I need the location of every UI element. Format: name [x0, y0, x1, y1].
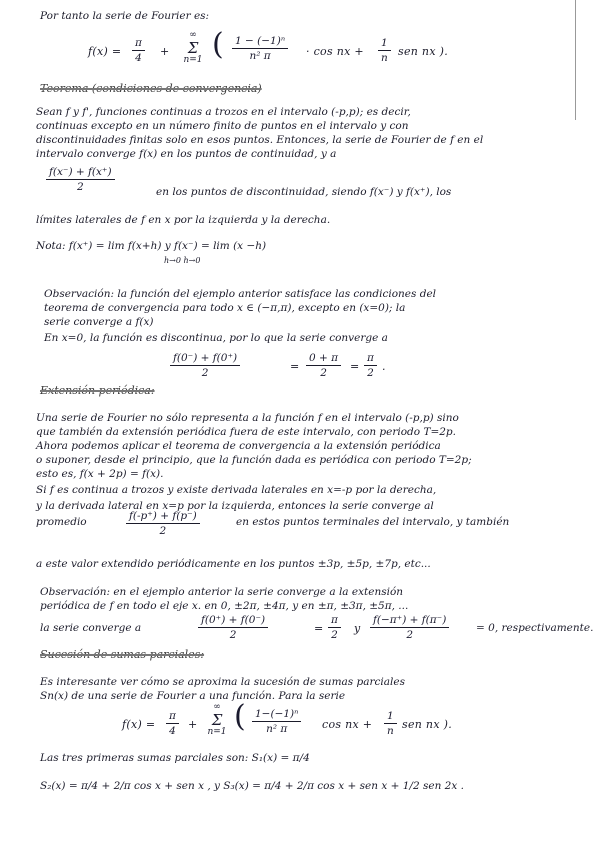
- ext-frac-num: f(-p⁺) + f(p⁻): [126, 510, 200, 524]
- ext-line-8: promedio: [36, 516, 87, 528]
- formula2-sigma: [204, 702, 230, 738]
- obs1-frac2-num: 0 + π: [306, 352, 341, 366]
- teorema-after: en los puntos de discontinuidad, siendo f(x⁻) y f(x⁺), los: [156, 186, 452, 198]
- ext-fraction: [126, 510, 200, 537]
- obs1-end: .: [382, 360, 386, 373]
- formula2-pi-den: 4: [169, 725, 176, 737]
- obs2-line-1: Observación: en el ejemplo anterior la serie converge a la extensión: [40, 586, 404, 598]
- obs1-frac-3: [364, 352, 377, 379]
- sigma-icon: Σ: [187, 39, 199, 57]
- heading-sucesion: Sucesión de sumas parciales:: [40, 648, 205, 661]
- ext-line-1: Una serie de Fourier no sólo representa a la función f en el intervalo (-p,p) sino: [36, 412, 459, 424]
- formula1-one-over-n: [378, 37, 391, 64]
- teorema-line-1: Sean f y f', funciones continuas a trozos en el intervalo (-p,p); es decir,: [36, 106, 411, 118]
- partial-sums-line-2: S₂(x) = π/4 + 2/π cos x + sen x , y S₃(x) = π/4 + 2/π cos x + sen x + 1/2 sen 2x .: [40, 780, 464, 792]
- formula1-term-den: n² π: [249, 50, 271, 62]
- obs2-frac3-num: f(−π⁺) + f(π⁻): [370, 614, 449, 628]
- teorema-fraction: [46, 166, 115, 193]
- sigma-icon: Σ: [211, 711, 223, 729]
- page-edge-fold: [575, 0, 616, 120]
- obs1-frac-2: [306, 352, 341, 379]
- intro-line: Por tanto la serie de Fourier es:: [40, 10, 210, 22]
- ext-line-2: que también da extensión periódica fuera de este intervalo, con periodo T=2p.: [36, 426, 456, 438]
- obs1-line-1: Observación: la función del ejemplo anterior satisface las condiciones del: [44, 288, 437, 300]
- formula2-cos: cos nx +: [322, 718, 373, 731]
- ext-after: en estos puntos terminales del intervalo, y también: [236, 516, 510, 528]
- formula2-pi-num: π: [166, 710, 179, 724]
- formula2-sigma-top: ∞: [213, 702, 221, 712]
- ext-line-5: esto es, f(x + 2p) = f(x).: [36, 468, 164, 480]
- formula1-one-num: 1: [378, 37, 391, 51]
- ext-line-3: Ahora podemos aplicar el teorema de convergencia a la extensión periódica: [36, 440, 441, 452]
- obs1-frac2-den: 2: [320, 367, 327, 379]
- heading-teorema: Teorema (condiciones de convergencia): [40, 82, 262, 95]
- obs2-frac1-den: 2: [229, 629, 237, 641]
- obs2-frac2-num: π: [328, 614, 341, 628]
- partial-sums-line-1: Las tres primeras sumas parciales son: S₁(x) = π/4: [40, 752, 310, 764]
- formula1-pi-num: π: [132, 37, 145, 51]
- obs1-frac1-num: f(0⁻) + f(0⁺): [170, 352, 240, 366]
- obs2-frac-2: [328, 614, 341, 641]
- teorema-line-3: discontinuidades finitas solo en esos puntos. Entonces, la serie de Fourier de f en el: [36, 134, 484, 146]
- formula1-sin: sen nx ).: [398, 45, 449, 58]
- obs1-frac3-den: 2: [367, 367, 374, 379]
- obs1-eq2: =: [350, 360, 360, 373]
- obs1-frac1-den: 2: [201, 367, 209, 379]
- ext-frac-den: 2: [159, 525, 167, 537]
- formula2-term-num: 1−(−1)ⁿ: [252, 708, 301, 722]
- formula2-lhs: f(x) =: [122, 718, 156, 731]
- formula2-one-num: 1: [384, 710, 397, 724]
- obs1-frac-1: [170, 352, 240, 379]
- obs2-y: y: [354, 622, 361, 635]
- obs2-pre: la serie converge a: [40, 622, 142, 634]
- obs2-line-2: periódica de f en todo el eje x. en 0, ±2π, ±4π, y en ±π, ±3π, ±5π, ...: [40, 600, 409, 612]
- teorema-frac-num: f(x⁻) + f(x⁺): [46, 166, 115, 180]
- nota-line: Nota: f(x⁺) = lim f(x+h) y f(x⁻) = lim (x −h): [36, 240, 267, 252]
- formula1-one-den: n: [380, 52, 388, 64]
- open-paren-icon: (: [212, 27, 224, 62]
- formula1-sigma-top: ∞: [189, 30, 197, 40]
- formula2-sin: sen nx ).: [402, 718, 453, 731]
- teorema-line-4: intervalo converge f(x) en los puntos de continuidad, y a: [36, 148, 337, 160]
- obs2-eq: =: [314, 622, 324, 635]
- obs1-line-3: serie converge a f(x): [44, 316, 154, 328]
- formula1-plus: +: [160, 45, 170, 58]
- nota-subscripts: h→0 h→0: [164, 256, 201, 265]
- formula1-cos: · cos nx +: [306, 45, 364, 58]
- obs1-line-2: teorema de convergencia para todo x ∈ (−π,π), excepto en (x=0); la: [44, 302, 406, 314]
- obs2-frac-3: [370, 614, 449, 641]
- obs2-frac1-num: f(0⁺) + f(0⁻): [198, 614, 268, 628]
- heading-extension: Extensión periódica:: [40, 384, 155, 397]
- formula1-sigma: [180, 30, 206, 66]
- formula2-one-den: n: [386, 725, 394, 737]
- suc-line-2: Sn(x) de una serie de Fourier a una función. Para la serie: [40, 690, 346, 702]
- open-paren-icon: (: [234, 699, 246, 734]
- formula2-term-den: n² π: [266, 723, 288, 735]
- teorema-last: límites laterales de f en x por la izquierda y la derecha.: [36, 214, 331, 226]
- formula2-pi-over-4: [166, 710, 179, 737]
- teorema-frac-den: 2: [76, 181, 84, 193]
- obs1-frac3-num: π: [364, 352, 377, 366]
- formula1-lhs: f(x) =: [88, 45, 122, 58]
- ext-last: a este valor extendido periódicamente en los puntos ±3p, ±5p, ±7p, etc...: [36, 558, 431, 570]
- obs2-frac3-den: 2: [406, 629, 413, 641]
- obs2-frac-1: [198, 614, 268, 641]
- suc-line-1: Es interesante ver cómo se aproxima la sucesión de sumas parciales: [40, 676, 405, 688]
- formula2-term: [252, 708, 301, 735]
- obs1-line-4: En x=0, la función es discontinua, por lo que la serie converge a: [44, 332, 388, 344]
- teorema-line-2: continuas excepto en un número finito de puntos en el intervalo y con: [36, 120, 409, 132]
- ext-line-6: Si f es continua a trozos y existe derivada laterales en x=-p por la derecha,: [36, 484, 437, 496]
- obs1-eq1: =: [290, 360, 300, 373]
- formula1-term-num: 1 − (−1)ⁿ: [232, 35, 288, 49]
- formula1-pi-den: 4: [135, 52, 142, 64]
- formula1-term: [232, 35, 288, 62]
- formula2-plus: +: [188, 718, 198, 731]
- obs2-frac2-den: 2: [331, 629, 338, 641]
- formula2-sigma-bottom: n=1: [207, 727, 227, 737]
- formula1-sigma-bottom: n=1: [183, 55, 203, 65]
- ext-line-7: y la derivada lateral en x=p por la izquierda, entonces la serie converge al: [36, 500, 434, 512]
- obs2-post: = 0, respectivamente.: [476, 622, 594, 634]
- formula1-pi-over-4: [132, 37, 145, 64]
- formula2-one-over-n: [384, 710, 397, 737]
- ext-line-4: o suponer, desde el principio, que la función dada es periódica con periodo T=2p;: [36, 454, 472, 466]
